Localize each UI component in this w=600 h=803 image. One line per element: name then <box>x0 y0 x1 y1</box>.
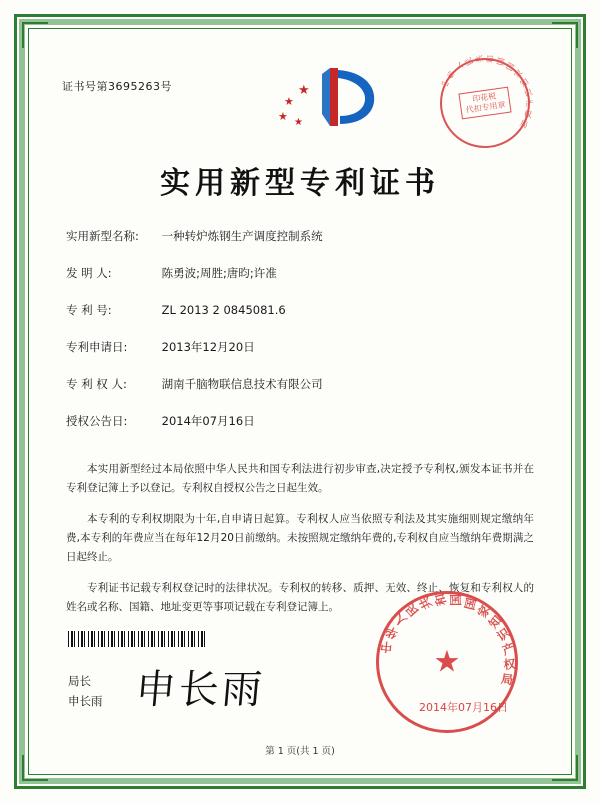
field-row <box>66 228 534 244</box>
seal-center-text: 印花税 代扣专用章 <box>458 87 511 120</box>
field-value: 陈勇波;周胜;唐昀;许准 <box>161 266 277 280</box>
field-label: 授权公告日: <box>66 414 128 428</box>
barcode <box>68 631 208 647</box>
field-row <box>66 265 534 281</box>
certificate-number: 证书号第3695263号 <box>62 80 172 93</box>
field-label: 专 利 权 人: <box>66 377 127 391</box>
seal-star-icon: ★ <box>433 645 461 679</box>
certificate-fields <box>66 228 534 450</box>
star-icon: ★ <box>298 82 310 97</box>
page-title: 实用新型专利证书 <box>160 166 440 201</box>
signature-block <box>68 671 103 711</box>
field-value: 一种转炉炼钢生产调度控制系统 <box>161 229 323 243</box>
seal-ring-text: 中 华 人 民 共 和 国 国 家 知 识 产 权 局 <box>440 54 534 131</box>
paragraph: 本专利的专利权期限为十年,自申请日起算。专利权人应当依照专利法及其实施细则规定缴纳年费,本专利的年费应当在每年12月20日前缴纳。未按照规定缴纳年费的,专利权自应当缴纳年费期满之日起终止。 <box>66 513 534 563</box>
field-label: 发 明 人: <box>66 266 112 280</box>
director-title: 局长 <box>68 674 91 688</box>
field-value: 湖南千脑物联信息技术有限公司 <box>161 377 323 391</box>
handwritten-signature: 申长雨 <box>133 667 267 713</box>
field-label: 专利申请日: <box>66 340 128 354</box>
field-label: 专 利 号: <box>66 303 112 317</box>
star-icon: ★ <box>284 96 294 108</box>
stamp-duty-seal <box>434 52 536 154</box>
seal-ring-text: 中 华 人 民 共 和 国 国 家 知 识 产 权 局 <box>379 592 517 688</box>
field-value: 2013年12月20日 <box>161 340 255 354</box>
field-value: 2014年07月16日 <box>161 414 255 428</box>
certificate-content <box>40 40 560 763</box>
field-label: 实用新型名称: <box>66 229 139 243</box>
logo-mark-icon <box>278 62 388 134</box>
paragraph: 专利证书记载专利权登记时的法律状况。专利权的转移、质押、无效、终止、恢复和专利权人的姓名或名称、国籍、地址变更等事项记载在专利登记簿上。 <box>66 582 534 613</box>
field-row <box>66 376 534 392</box>
field-row <box>66 339 534 355</box>
director-name: 申长雨 <box>68 694 103 708</box>
field-value: ZL 2013 2 0845081.6 <box>161 303 286 317</box>
star-icon: ★ <box>294 117 303 128</box>
page-footer: 第 1 页(共 1 页) <box>265 746 335 757</box>
field-row <box>66 302 534 318</box>
field-row <box>66 413 534 429</box>
star-icon: ★ <box>278 111 288 123</box>
paragraph: 本实用新型经过本局依照中华人民共和国专利法进行初步审查,决定授予专利权,颁发本证书并在专利登记簿上予以登记。专利权自授权公告之日起生效。 <box>66 463 534 494</box>
national-ip-logo <box>278 62 388 134</box>
seal-date: 2014年07月16日 <box>419 701 508 714</box>
